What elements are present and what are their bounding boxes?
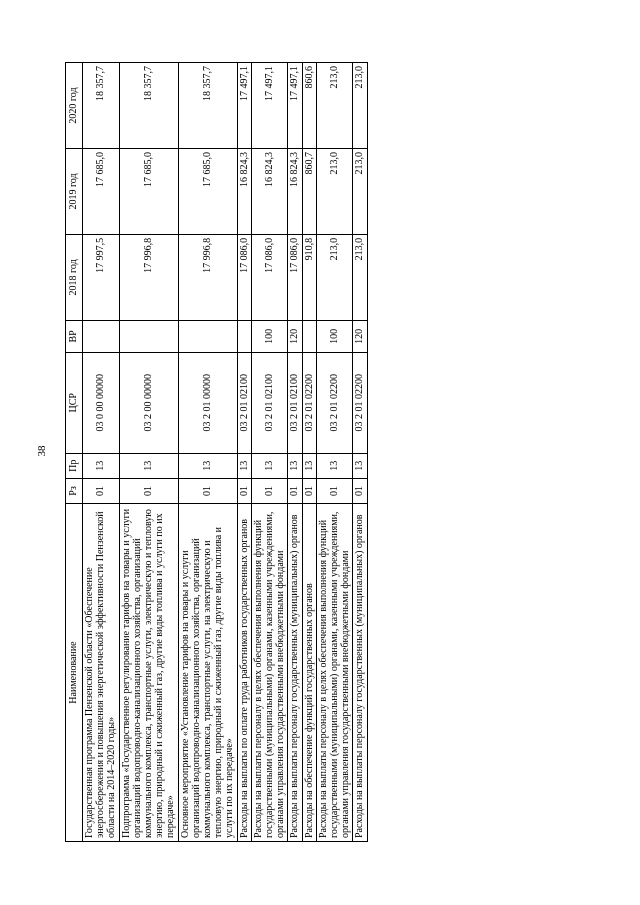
header-csr: ЦСР [66,352,83,453]
header-name: Наименование [66,504,83,842]
header-vr: ВР [66,320,83,352]
row-2018: 17 086,0 [251,234,288,320]
table-row [353,63,367,842]
row-rz: 01 [302,478,316,503]
row-vr [83,320,120,352]
row-vr: 120 [353,320,367,352]
row-2018: 213,0 [353,234,367,320]
row-rz: 01 [119,478,178,503]
row-csr: 03 2 01 02100 [237,352,251,453]
row-rz: 01 [353,478,367,503]
table-row [237,63,251,842]
row-2018: 17 996,8 [178,234,237,320]
row-name: Подпрограмма «Государственное регулирование тарифов на товары и услуги организаций водопроводно-канализационного хозяйства, организаций коммунального комплекса, транспортные услуги, электрическую и тепловую энергию, природный и сжиженный газ, другие виды топлива и услуги по их передаче» [119,504,178,842]
row-pr: 13 [237,453,251,478]
row-name: Государственная программа Пензенской области «Обеспечение энергосбережения и повышения энергетической эффективности Пензенской области на 2014–2020 годы» [83,504,120,842]
row-2019: 213,0 [316,149,353,235]
row-2020: 213,0 [353,63,367,149]
row-2018: 910,8 [302,234,316,320]
header-2020: 2020 год [66,63,83,149]
table-row [119,63,178,842]
row-2020: 18 357,7 [119,63,178,149]
row-2018: 17 086,0 [288,234,302,320]
page-number: 38 [36,445,48,457]
header-2018: 2018 год [66,234,83,320]
row-vr: 100 [316,320,353,352]
row-2019: 213,0 [353,149,367,235]
row-rz: 01 [237,478,251,503]
row-name: Расходы на выплаты персоналу в целях обеспечения выполнения функций государственными (муниципальными) органами, казенными учреждениями, органами управления государственными внебюджетными фондами [251,504,288,842]
row-rz: 01 [251,478,288,503]
row-vr [119,320,178,352]
row-name: Расходы на выплаты по оплате труда работников государственных органов [237,504,251,842]
row-2019: 17 685,0 [178,149,237,235]
row-csr: 03 2 01 02200 [302,352,316,453]
table-row [178,63,237,842]
row-pr: 13 [288,453,302,478]
row-vr: 100 [251,320,288,352]
header-pr: Пр [66,453,83,478]
table-row [83,63,120,842]
row-csr: 03 2 01 02200 [316,352,353,453]
row-2019: 860,7 [302,149,316,235]
row-pr: 13 [251,453,288,478]
row-csr: 03 2 01 02200 [353,352,367,453]
row-2019: 17 685,0 [83,149,120,235]
row-name: Основное мероприятие «Установление тарифов на товары и услуги организаций водопроводно-канализационного хозяйства, организаций коммунального комплекса, транспортные услуги, на электрическую и тепловую энергию, природный и сжиженный газ, другие виды топлива и услуги по их передаче» [178,504,237,842]
row-2020: 860,6 [302,63,316,149]
row-pr: 13 [353,453,367,478]
row-rz: 01 [288,478,302,503]
row-2018: 17 086,0 [237,234,251,320]
row-2018: 17 996,8 [119,234,178,320]
row-name: Расходы на выплаты персоналу государственных (муниципальных) органов [353,504,367,842]
header-rz: Рз [66,478,83,503]
row-name: Расходы на выплаты персоналу в целях обеспечения выполнения функций государственными (муниципальными) органами, казенными учреждениями, органами управления государственными внебюджетными фондами [316,504,353,842]
row-pr: 13 [119,453,178,478]
row-csr: 03 0 00 00000 [83,352,120,453]
row-2020: 213,0 [316,63,353,149]
row-2020: 18 357,7 [178,63,237,149]
row-csr: 03 2 01 00000 [178,352,237,453]
table-row [288,63,302,842]
row-2019: 16 824,3 [251,149,288,235]
table-row [251,63,288,842]
row-vr [178,320,237,352]
row-2020: 17 497,1 [288,63,302,149]
row-rz: 01 [316,478,353,503]
row-csr: 03 2 01 02100 [288,352,302,453]
row-2020: 18 357,7 [83,63,120,149]
row-name: Расходы на обеспечение функций государственных органов [302,504,316,842]
row-vr [237,320,251,352]
table-row [316,63,353,842]
budget-table [65,62,368,842]
row-2018: 17 997,5 [83,234,120,320]
row-pr: 13 [302,453,316,478]
budget-table-container [65,62,555,842]
row-pr: 13 [83,453,120,478]
row-csr: 03 2 00 00000 [119,352,178,453]
row-vr [302,320,316,352]
row-csr: 03 2 01 02100 [251,352,288,453]
row-rz: 01 [83,478,120,503]
header-2019: 2019 год [66,149,83,235]
row-2020: 17 497,1 [251,63,288,149]
table-row [302,63,316,842]
row-rz: 01 [178,478,237,503]
row-pr: 13 [316,453,353,478]
row-2020: 17 497,1 [237,63,251,149]
row-2018: 213,0 [316,234,353,320]
row-pr: 13 [178,453,237,478]
row-2019: 16 824,3 [237,149,251,235]
row-name: Расходы на выплаты персоналу государственных (муниципальных) органов [288,504,302,842]
row-2019: 17 685,0 [119,149,178,235]
row-2019: 16 824,3 [288,149,302,235]
table-header-row [66,63,83,842]
row-vr: 120 [288,320,302,352]
